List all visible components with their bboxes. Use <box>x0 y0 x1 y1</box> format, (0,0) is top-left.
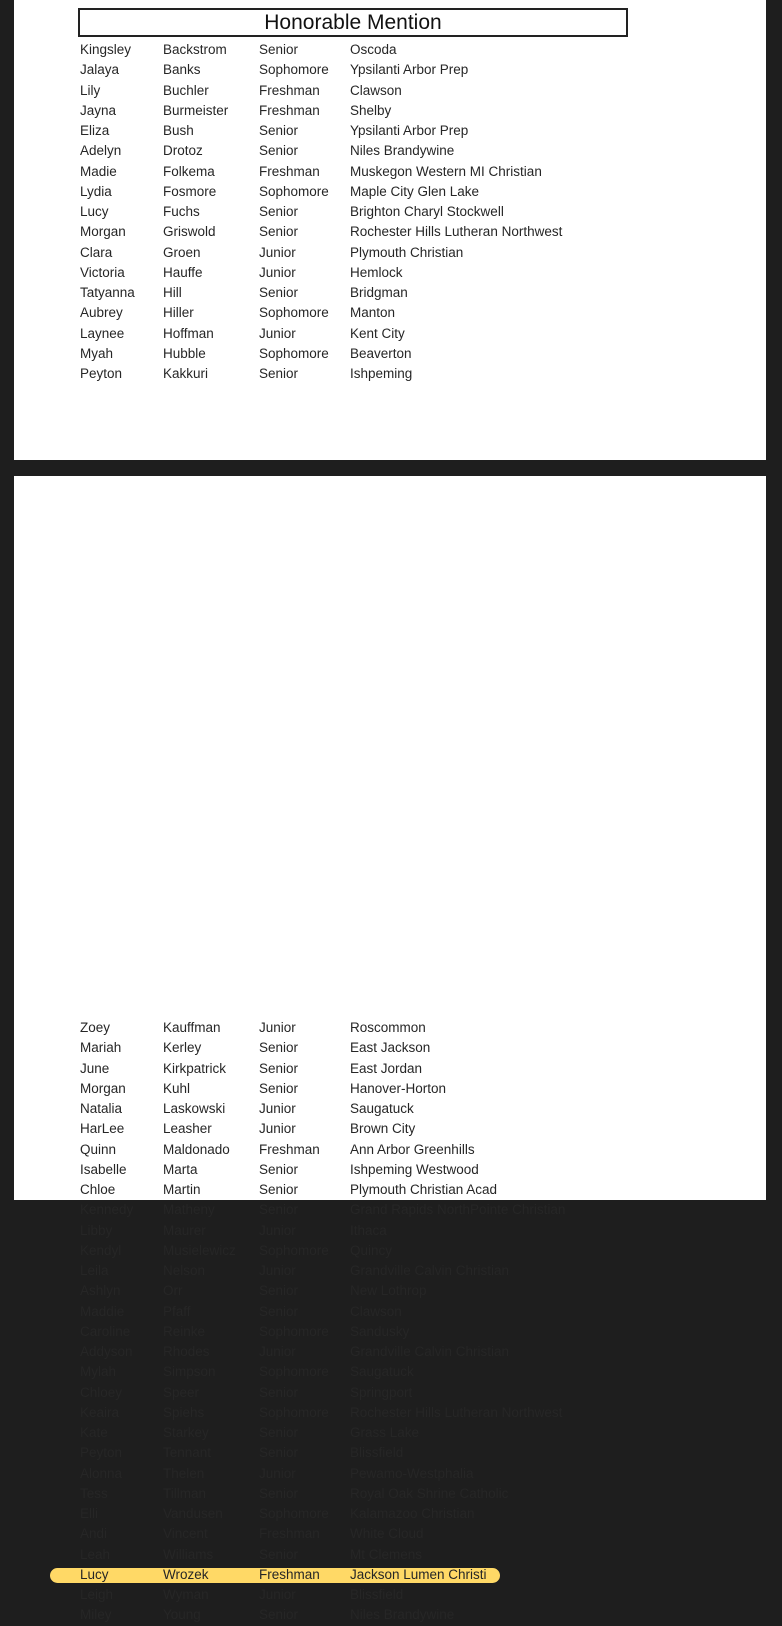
school-name: Kalamazoo Christian <box>350 1506 475 1521</box>
last-name: Kakkuri <box>163 366 209 381</box>
last-name: Reinke <box>163 1323 206 1339</box>
class-year: Senior <box>259 1202 299 1218</box>
last-name: Wrozek <box>163 1566 209 1582</box>
school-name: Sandusky <box>350 1323 410 1339</box>
class-year: Senior <box>259 1283 299 1299</box>
school-name: Jackson Lumen Christi <box>350 1566 487 1582</box>
school-name: Niles Brandywine <box>350 1607 455 1623</box>
class-year: Freshman <box>259 1141 320 1157</box>
first-name: Libby <box>80 1222 113 1238</box>
class-year: Senior <box>259 1607 299 1623</box>
class-year: Sophomore <box>259 1323 329 1339</box>
last-name: Laskowski <box>163 1101 226 1116</box>
last-name: Hauffe <box>163 264 203 280</box>
class-year: Senior <box>259 1182 299 1197</box>
class-year: Junior <box>259 1344 296 1359</box>
last-name: Griswold <box>163 224 216 240</box>
school-name: Hemlock <box>350 264 403 280</box>
class-year: Senior <box>259 1303 299 1319</box>
document-page-1 <box>14 0 766 460</box>
first-name: Lily <box>80 82 101 98</box>
last-name: Hill <box>163 285 182 300</box>
last-name: Maurer <box>163 1222 206 1238</box>
section-title: Honorable Mention <box>78 8 628 37</box>
school-name: Grand Rapids NorthPointe Christian <box>350 1202 566 1218</box>
class-year: Senior <box>259 1445 299 1461</box>
class-year: Sophomore <box>259 1364 329 1380</box>
last-name: Burmeister <box>163 102 229 118</box>
school-name: Brighton Charyl Stockwell <box>350 204 504 219</box>
last-name: Hiller <box>163 305 194 321</box>
class-year: Freshman <box>259 1566 320 1582</box>
first-name: Elli <box>80 1506 99 1521</box>
class-year: Junior <box>259 1101 296 1116</box>
class-year: Junior <box>259 1263 296 1278</box>
last-name: Vandusen <box>163 1506 223 1521</box>
school-name: Bridgman <box>350 285 408 300</box>
first-name: Lucy <box>80 1566 109 1582</box>
first-name: Jalaya <box>80 62 120 78</box>
first-name: Kennedy <box>80 1202 134 1218</box>
first-name: Alonna <box>80 1465 123 1481</box>
school-name: Blissfield <box>350 1587 404 1602</box>
last-name: Musielewicz <box>163 1242 236 1258</box>
last-name: Fuchs <box>163 204 200 219</box>
school-name: White Cloud <box>350 1526 424 1542</box>
first-name: Madie <box>80 163 117 179</box>
school-name: Ishpeming Westwood <box>350 1161 479 1177</box>
class-year: Junior <box>259 1465 296 1481</box>
first-name: June <box>80 1060 110 1076</box>
school-name: Mt Clemens <box>350 1546 423 1562</box>
school-name: Grass Lake <box>350 1425 420 1440</box>
school-name: Ann Arbor Greenhills <box>350 1141 475 1157</box>
school-name: Roscommon <box>350 1020 426 1035</box>
class-year: Sophomore <box>259 1404 329 1420</box>
first-name: Jayna <box>80 102 117 118</box>
class-year: Senior <box>259 42 299 57</box>
school-name: Rochester Hills Lutheran Northwest <box>350 224 563 240</box>
class-year: Junior <box>259 264 296 280</box>
first-name: Isabelle <box>80 1161 127 1177</box>
class-year: Freshman <box>259 102 320 118</box>
school-name: New Lothrop <box>350 1283 427 1299</box>
class-year: Sophomore <box>259 345 329 361</box>
last-name: Pfaff <box>163 1303 191 1319</box>
first-name: Mariah <box>80 1040 122 1056</box>
last-name: Leasher <box>163 1121 212 1137</box>
class-year: Sophomore <box>259 62 329 78</box>
last-name: Speer <box>163 1384 200 1400</box>
school-name: Niles Brandywine <box>350 143 455 159</box>
last-name: Wyman <box>163 1587 209 1602</box>
last-name: Buchler <box>163 82 209 98</box>
class-year: Sophomore <box>259 305 329 321</box>
first-name: Kate <box>80 1425 108 1440</box>
first-name: Eliza <box>80 123 110 138</box>
first-name: Addyson <box>80 1344 133 1359</box>
last-name: Backstrom <box>163 42 227 57</box>
last-name: Kirkpatrick <box>163 1060 227 1076</box>
last-name: Banks <box>163 62 201 78</box>
last-name: Kerley <box>163 1040 202 1056</box>
last-name: Bush <box>163 123 194 138</box>
first-name: Lucy <box>80 204 109 219</box>
class-year: Senior <box>259 1485 299 1501</box>
last-name: Hoffman <box>163 325 214 341</box>
last-name: Tennant <box>163 1445 212 1461</box>
school-name: Manton <box>350 305 396 321</box>
school-name: Brown City <box>350 1121 416 1137</box>
class-year: Junior <box>259 1121 296 1137</box>
class-year: Senior <box>259 143 299 159</box>
last-name: Nelson <box>163 1263 206 1278</box>
school-name: Rochester Hills Lutheran Northwest <box>350 1404 563 1420</box>
school-name: Grandville Calvin Christian <box>350 1263 510 1278</box>
class-year: Sophomore <box>259 1506 329 1521</box>
first-name: Leila <box>80 1263 109 1278</box>
last-name: Tillman <box>163 1485 207 1501</box>
school-name: Kent City <box>350 325 405 341</box>
school-name: Grandville Calvin Christian <box>350 1344 510 1359</box>
first-name: Morgan <box>80 1080 126 1096</box>
first-name: Maddie <box>80 1303 125 1319</box>
last-name: Spiehs <box>163 1404 205 1420</box>
class-year: Senior <box>259 1161 299 1177</box>
first-name: Andi <box>80 1526 108 1542</box>
school-name: Ishpeming <box>350 366 413 381</box>
school-name: East Jordan <box>350 1060 423 1076</box>
school-name: Plymouth Christian <box>350 244 464 260</box>
last-name: Simpson <box>163 1364 216 1380</box>
school-name: Blissfield <box>350 1445 404 1461</box>
school-name: Ypsilanti Arbor Prep <box>350 62 469 78</box>
first-name: Laynee <box>80 325 125 341</box>
last-name: Fosmore <box>163 183 217 199</box>
first-name: Myah <box>80 345 114 361</box>
first-name: Zoey <box>80 1020 111 1035</box>
first-name: Leigh <box>80 1587 114 1602</box>
school-name: Pewamo-Westphalia <box>350 1465 474 1481</box>
first-name: Chloey <box>80 1384 123 1400</box>
class-year: Freshman <box>259 1526 320 1542</box>
class-year: Senior <box>259 1060 299 1076</box>
last-name: Martin <box>163 1182 201 1197</box>
school-name: East Jackson <box>350 1040 431 1056</box>
class-year: Senior <box>259 204 299 219</box>
last-name: Hubble <box>163 345 206 361</box>
first-name: Ashlyn <box>80 1283 121 1299</box>
class-year: Junior <box>259 1222 296 1238</box>
class-year: Sophomore <box>259 1242 329 1258</box>
school-name: Hanover-Horton <box>350 1080 447 1096</box>
school-name: Clawson <box>350 1303 402 1319</box>
class-year: Junior <box>259 244 296 260</box>
school-name: Springport <box>350 1384 413 1400</box>
school-name: Plymouth Christian Acad <box>350 1182 498 1197</box>
class-year: Senior <box>259 1384 299 1400</box>
first-name: Natalia <box>80 1101 123 1116</box>
class-year: Senior <box>259 1040 299 1056</box>
class-year: Junior <box>259 1587 296 1602</box>
first-name: Morgan <box>80 224 126 240</box>
last-name: Kuhl <box>163 1080 191 1096</box>
school-name: Shelby <box>350 102 392 118</box>
last-name: Groen <box>163 244 201 260</box>
class-year: Junior <box>259 325 296 341</box>
last-name: Young <box>163 1607 201 1623</box>
school-name: Ithaca <box>350 1222 387 1238</box>
first-name: Chloe <box>80 1182 116 1197</box>
last-name: Thelen <box>163 1465 205 1481</box>
first-name: Kendyl <box>80 1242 122 1258</box>
first-name: Aubrey <box>80 305 123 321</box>
school-name: Beaverton <box>350 345 412 361</box>
class-year: Freshman <box>259 163 320 179</box>
last-name: Rhodes <box>163 1344 210 1359</box>
last-name: Marta <box>163 1161 198 1177</box>
first-name: Caroline <box>80 1323 131 1339</box>
first-name: Keaira <box>80 1404 120 1420</box>
last-name: Williams <box>163 1546 214 1562</box>
last-name: Drotoz <box>163 143 203 159</box>
last-name: Folkema <box>163 163 215 179</box>
school-name: Muskegon Western MI Christian <box>350 163 542 179</box>
first-name: Lydia <box>80 183 112 199</box>
class-year: Senior <box>259 366 299 381</box>
class-year: Freshman <box>259 82 320 98</box>
school-name: Ypsilanti Arbor Prep <box>350 123 469 138</box>
class-year: Sophomore <box>259 183 329 199</box>
last-name: Starkey <box>163 1425 209 1440</box>
document-page-2 <box>14 476 766 1623</box>
first-name: Peyton <box>80 1445 123 1461</box>
last-name: Matheny <box>163 1202 215 1218</box>
school-name: Quincy <box>350 1242 393 1258</box>
first-name: Leah <box>80 1546 111 1562</box>
school-name: Clawson <box>350 82 402 98</box>
first-name: Quinn <box>80 1141 117 1157</box>
school-name: Royal Oak Shrine Catholic <box>350 1485 509 1501</box>
school-name: Saugatuck <box>350 1101 414 1116</box>
first-name: Adelyn <box>80 143 122 159</box>
class-year: Junior <box>259 1020 296 1035</box>
school-name: Saugatuck <box>350 1364 414 1380</box>
first-name: Tess <box>80 1485 108 1501</box>
class-year: Senior <box>259 1425 299 1440</box>
class-year: Senior <box>259 285 299 300</box>
first-name: HarLee <box>80 1121 125 1137</box>
first-name: Clara <box>80 244 113 260</box>
last-name: Orr <box>163 1283 183 1299</box>
school-name: Maple City Glen Lake <box>350 183 480 199</box>
class-year: Senior <box>259 1546 299 1562</box>
first-name: Victoria <box>80 264 125 280</box>
first-name: Mylah <box>80 1364 117 1380</box>
class-year: Senior <box>259 224 299 240</box>
last-name: Kauffman <box>163 1020 221 1035</box>
school-name: Oscoda <box>350 42 397 57</box>
class-year: Senior <box>259 1080 299 1096</box>
first-name: Peyton <box>80 366 123 381</box>
first-name: Kingsley <box>80 42 132 57</box>
class-year: Senior <box>259 123 299 138</box>
last-name: Vincent <box>163 1526 208 1542</box>
first-name: Tatyanna <box>80 285 135 300</box>
last-name: Maldonado <box>163 1141 230 1157</box>
first-name: Miley <box>80 1607 112 1623</box>
